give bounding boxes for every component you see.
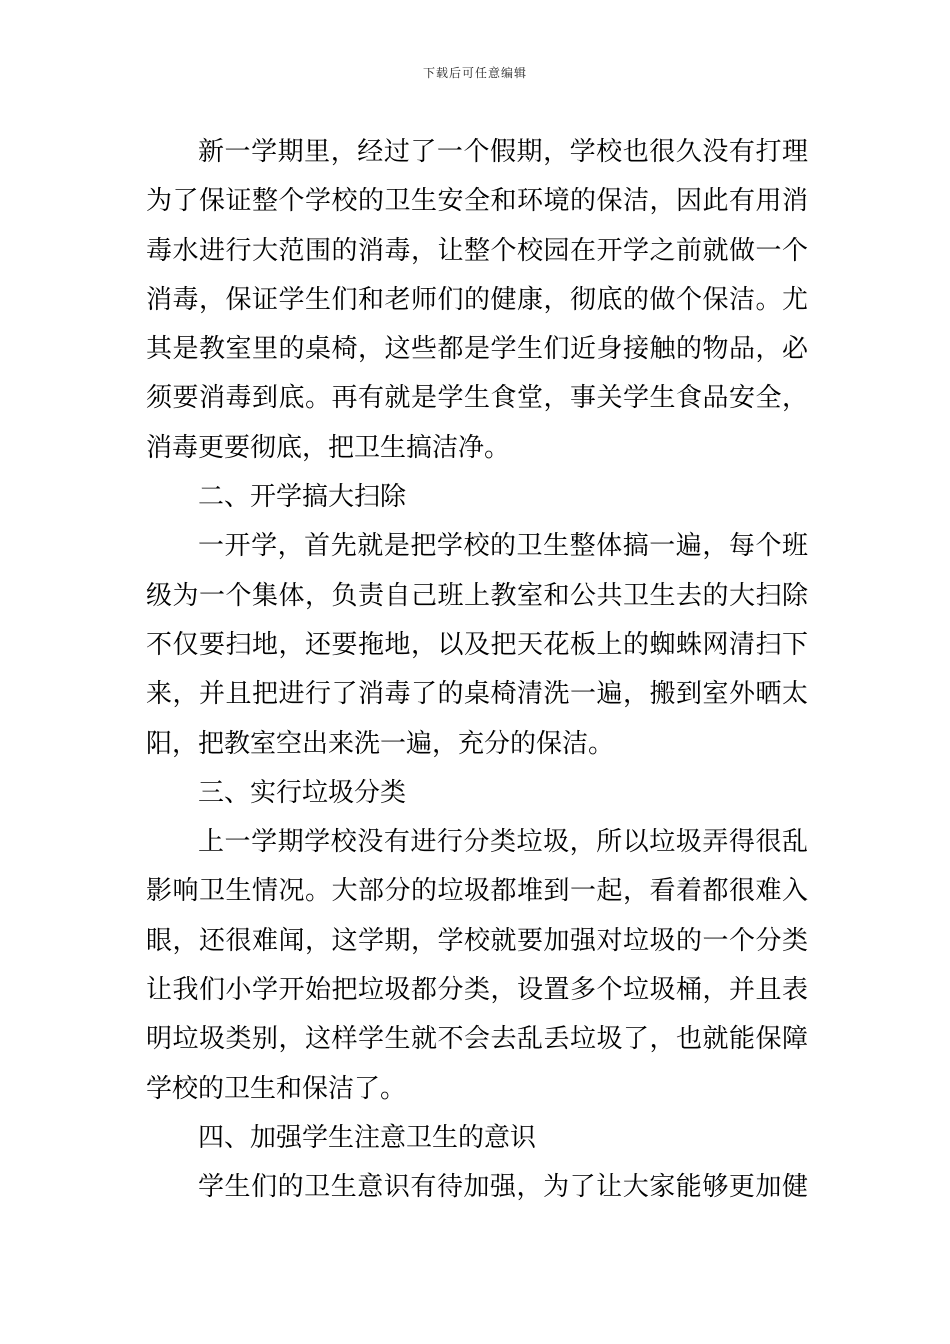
paragraph-line: 学生们的卫生意识有待加强，为了让大家能够更加健 <box>198 1172 808 1203</box>
paragraph-line: 为了保证整个学校的卫生安全和环境的保洁，因此有用消 <box>146 186 808 217</box>
paragraph-line: 影响卫生情况。大部分的垃圾都堆到一起，看着都很难入 <box>146 876 808 907</box>
body-text <box>146 128 808 1213</box>
section-heading: 三、实行垃圾分类 <box>198 777 407 808</box>
paragraph-line: 阳，把教室空出来洗一遍，充分的保洁。 <box>146 728 615 759</box>
paragraph-line: 不仅要扫地，还要拖地，以及把天花板上的蜘蛛网清扫下 <box>146 629 808 660</box>
paragraph-line: 明垃圾类别，这样学生就不会去乱丢垃圾了，也就能保障 <box>146 1024 808 1055</box>
paragraph-line: 其是教室里的桌椅，这些都是学生们近身接触的物品，必 <box>146 334 808 365</box>
paragraph-line: 须要消毒到底。再有就是学生食堂，事关学生食品安全， <box>146 383 808 414</box>
header-note: 下载后可任意编辑 <box>422 66 527 80</box>
paragraph-line: 让我们小学开始把垃圾都分类，设置多个垃圾桶，并且表 <box>146 975 808 1006</box>
paragraph-line: 一开学，首先就是把学校的卫生整体搞一遍，每个班 <box>198 531 808 562</box>
paragraph-line: 眼，还很难闻，这学期，学校就要加强对垃圾的一个分类 <box>146 925 808 956</box>
paragraph-line: 消毒，保证学生们和老师们的健康，彻底的做个保洁。尤 <box>146 284 808 315</box>
paragraph-line: 新一学期里，经过了一个假期，学校也很久没有打理 <box>198 137 808 167</box>
paragraph-line: 级为一个集体，负责自己班上教室和公共卫生去的大扫除 <box>146 580 808 611</box>
paragraph-line: 毒水进行大范围的消毒，让整个校园在开学之前就做一个 <box>146 235 808 266</box>
section-heading: 四、加强学生注意卫生的意识 <box>198 1122 537 1153</box>
paragraph-line: 消毒更要彻底，把卫生搞洁净。 <box>146 432 511 463</box>
section-heading: 二、开学搞大扫除 <box>198 482 407 513</box>
paragraph-line: 上一学期学校没有进行分类垃圾，所以垃圾弄得很乱 <box>198 827 808 858</box>
paragraph-line: 来，并且把进行了消毒了的桌椅清洗一遍，搬到室外晒太 <box>146 679 808 710</box>
paragraph-line: 学校的卫生和保洁了。 <box>146 1073 407 1104</box>
